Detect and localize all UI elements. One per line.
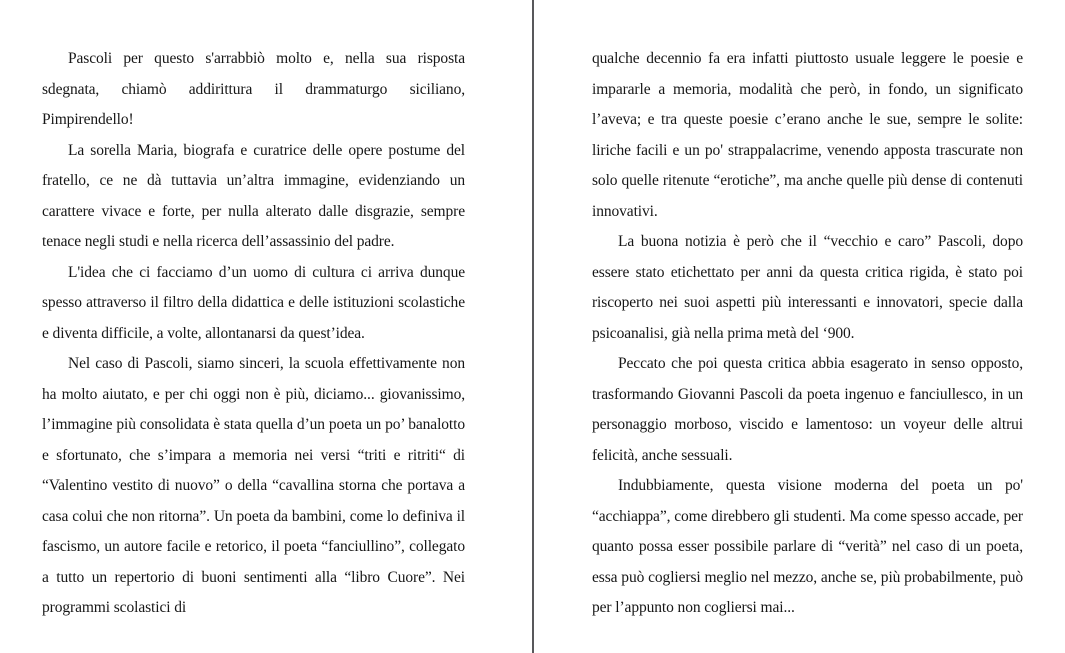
paragraph: Nel caso di Pascoli, siamo sinceri, la scuola effettivamente non ha molto aiutato, e per chi oggi non è più, diciamo... giovanissimo, l’immagine più consolidata è stata quella d’un poeta un po’ banalotto e sfortunato, che s’impara a memoria nei versi “triti e ritriti“ di “Valentino vestito di nuovo” o della “cavallina storna che portava a casa colui che non ritorna”. Un poeta da bambini, come lo definiva il fascismo, un autore facile e retorico, il poeta “fanciullino”, collegato a tutto un repertorio di buoni sentimenti alla “libro Cuore”. Nei programmi scolastici di [42,355,465,616]
paragraph: L'idea che ci facciamo d’un uomo di cultura ci arriva dunque spesso attraverso il filtro della didattica e delle istituzioni scolastiche e diventa difficile, a volte, allontanarsi da quest’idea. [42,263,465,342]
paragraph: La buona notizia è però che il “vecchio e caro” Pascoli, dopo essere stato etichettato per anni da questa critica rigida, è stato poi riscoperto nei suoi aspetti più interessanti e innovatori, specie dalla psicoanalisi, già nella prima metà del ‘900. [592,233,1023,342]
page-divider [532,0,534,653]
paragraph: Peccato che poi questa critica abbia esagerato in senso opposto, trasformando Giovanni Pascoli da poeta ingenuo e fanciullesco, in un personaggio morboso, viscido e lamentoso: un voyeur delle altrui felicità, anche sessuali. [592,355,1023,464]
paragraph: Pascoli per questo s'arrabbiò molto e, nella sua risposta sdegnata, chiamò addirittura il drammaturgo siciliano, Pimpirendello! [42,50,465,128]
right-page [592,44,1023,624]
left-page [42,44,465,624]
paragraph: La sorella Maria, biografa e curatrice delle opere postume del fratello, ce ne dà tuttavia un’altra immagine, evidenziando un carattere vivace e forte, per nulla alterato dalle disgrazie, sempre tenace negli studi e nella ricerca dell’assassinio del padre. [42,141,465,250]
paragraph: Indubbiamente, questa visione moderna del poeta un po' “acchiappa”, come direbbero gli studenti. Ma come spesso accade, per quanto possa esser possibile parlare di “verità” nel caso di un poeta, essa può cogliersi meglio nel mezzo, anche se, più probabilmente, può per l’appunto non cogliersi mai... [592,477,1023,616]
paragraph-continuation: qualche decennio fa era infatti piuttosto usuale leggere le poesie e impararle a memoria, modalità che però, in fondo, un significato l’aveva; e tra queste poesie c’erano anche le sue, sempre le solite: liriche facili e un po' strappalacrime, venendo apposta trascurate non solo quelle ritenute “erotiche”, ma anche quelle più dense di contenuti innovativi. [592,50,1023,220]
